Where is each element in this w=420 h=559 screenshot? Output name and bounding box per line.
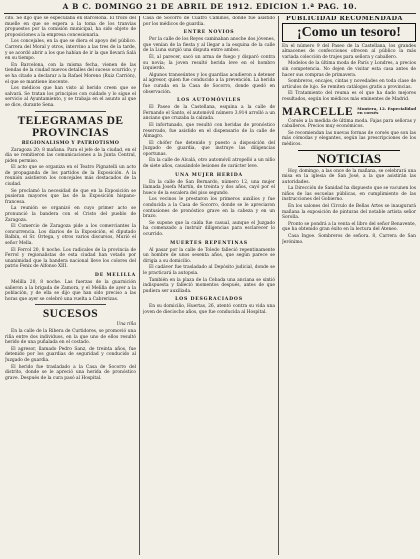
paragraph: En los salones del Círculo de Bellas Artes se inaugurará mañana la exposición de pinturas del notable artista señor Sorolla. — [282, 204, 416, 221]
paragraph: El herido fue trasladado a la Casa de Socorro del distrito, donde se le apreció una herida de pronóstico grave. Después de la cura pasó al Hospital. — [5, 364, 136, 381]
marcelle-heading: MARCELLE — [282, 105, 354, 118]
sucesos-subheading: Una riña — [116, 322, 136, 328]
column-2 — [143, 16, 275, 555]
header-rule — [4, 13, 416, 14]
paragraph: La Dirección de Sanidad ha dispuesto que se vacunen los niños de las escuelas públicas, en cumplimiento de las instrucciones del Gobierno. — [282, 186, 416, 203]
publicidad-label: PUBLICIDAD RECOMENDADA — [286, 16, 403, 22]
paragraph: Pronto se pondrá a la venta el libro del señor Benavente, que ha obtenido gran éxito en la lectura del Ateneo. — [282, 221, 416, 233]
paragraph: Hoy, domingo, a las once de la mañana, se celebrará una misa en la iglesia de San José, a la que asistirán las autoridades. — [282, 168, 416, 185]
paragraph: En la calle de la Ribera de Curtidores, se promovió una riña entre dos individuos, en la que uno de ellos resultó herido de una puñalada en el costado. — [5, 328, 136, 346]
noticias-heading: NOTICIAS — [298, 150, 400, 167]
paragraph: Los vecinos le prestaron los primeros auxilios y fue conducida a la Casa de Socorro, donde se le apreciaron contusiones de pronóstico grave en la cabeza y en un brazo. — [143, 197, 275, 220]
melilla-heading: DE MELILLA — [94, 272, 136, 278]
paragraph: Corsés a la medida de última moda. Fajas para señoras y caballeros. Precios muy económicos. — [282, 118, 416, 130]
automoviles-heading: LOS AUTOMÓVILES — [177, 98, 241, 104]
telegramas-subheading: REGIONALISMO Y PATRIOTISMO — [21, 140, 120, 146]
paragraph: Por la calle de los Reyes caminaban anoche dos jóvenes, que venían de la fiesta y al llegar a la esquina de la calle de la Luna surgió una disputa entre ambos. — [143, 37, 275, 54]
paragraph: El acto que se organiza en el Teatro Pignatelli un acto de propaganda de los partidos de la Exposición. A la reunión asistieron los concejales más destacados de la ciudad. — [5, 165, 136, 188]
marcelle-note: Montera, 12. Especialidad en corsés — [357, 105, 416, 116]
paragraph: Los concejales, en la que se diera el apoyo del público. Carrera del Moral y otros, intervino a las tres de la tarde, y se acordó abrir a los que habían de ir la que llevará Salá en su tiempo. — [5, 39, 136, 62]
entre-novios-heading: ENTRE NOVIOS — [183, 30, 235, 36]
paragraph: Algunos transeúntes y los guardias acudieron a detener al agresor, quien fue conducido a la prevención. La herida fue curada en la Casa de Socorro, donde quedó en observación. — [143, 72, 275, 95]
paragraph: En el número 9 del Paseo de la Castellana, los grandes almacenes de confecciones ofrecen al público la más variada colección de trajes para señora y caballero. — [282, 43, 416, 60]
paragraph: Se proclamó la necesidad de que en la Exposición se pusieran mayores que las de la Exposición hispano-francesa. — [5, 188, 136, 205]
paragraph: En la calle de Alcalá, otro automóvil atropelló a un niño de siete años, causándole lesiones de carácter leve. — [143, 158, 275, 170]
divider — [35, 304, 106, 305]
tesoro-ad-heading: ¡Como un tesoro! — [282, 23, 416, 42]
paragraph: El Ferrol 20, 8 noche. Los radicales de la provincia de Ferrol y regionalistas de esta ciudad han votado por unanimidad que la bandera nacional lleve los colores del patrio Fenix de Alfonso XIII. — [5, 247, 136, 270]
paragraph: Se recomiendan las nuevas formas de corsés que son las más cómodas y elegantes, según las prescripciones de los médicos. — [282, 130, 416, 147]
paragraph: El infortunado, que resultó con heridas de pronóstico reservado, fue asistido en el dispensario de la calle de Almagro. — [143, 122, 275, 140]
divider — [35, 111, 106, 112]
paragraph: La reunión se organizó en cuyo primer acto se pronunció la bandera con el Cristo del pueblo de Zaragoza. — [5, 206, 136, 223]
marcelle-ad — [282, 106, 416, 118]
paragraph: Él, al parecer, sacó un arma de fuego y disparó contra su novia; la joven resultó herida leve en el hombro izquierdo. — [143, 54, 275, 72]
desgraciados-heading: LOS DESGRACIADOS — [175, 297, 243, 303]
paragraph: Melilla 20, 8 noche. Las fuerzas de la guarnición salieron a la brigada de Zamora, y el Melilla de ayer a la población, y de ella se dijo que han sido preciso a las horas que ayer se celebró una vuelta a Cabrerizas. — [5, 279, 136, 302]
paragraph: El Comercio de Zaragoza pide a los comerciantes la concurrencia. Los diarios de la Exposición, el diputado Balbín, el Sr. Ortega, y otros varios discursos, Murió el señor Mella. — [5, 224, 136, 246]
column-3 — [282, 16, 416, 555]
paragraph: En la calle de San Bernardo, número 12, una mujer llamada Josefa Martín, de treinta y dos años, cayó por el hueco de la escalera del piso segundo. — [143, 179, 275, 196]
paragraph: Casa Ingoe. Sombreros de señora. 8, Carrera de San Jerónimo. — [282, 234, 416, 245]
paragraph: El Tratamiento del reuma es el que ha dado mejores resultados, según los médicos más eminentes de Madrid. — [282, 91, 416, 102]
paragraph: En Barcelona, con la misma fecha, vienen de las tiendas de la ciudad nuevos detalles del suceso ocurrido, y se ha citado a declarar a la Rafael Moreno (Ruiz Carrión), el que se mantiene inocente. — [5, 62, 136, 85]
paragraph: El agresor, llamado Pedro Sanz, de treinta años, fue detenido por los guardias de seguridad y conducido al Juzgado de guardia. — [5, 346, 136, 363]
paragraph: En su domicilio, Huertas, 26, atentó contra su vida una joven de dieciocho años, que fue conducida al Hospital. — [143, 304, 275, 315]
paragraph: Los médicos que han visto al herido creen que se salvará. Se tratan los principios con cuidado y lo sigue el servicio al Ayuntamiento, y se trabaja en el asunto al que se dice, durante Sena. — [5, 86, 136, 108]
paragraph: cito. Se dijo que se especulaba en Barcelona. El trozo del muelle en que se espera a la toma de los tranvías propuestos por la comisión municipal, ha sido objeto de proposiciones a la empresa concesionaria. — [5, 16, 136, 38]
paragraph: Sombreros, encajes, cintas y novedades en toda clase de artículos de lujo. Se remiten catálogos gratis a provincias. — [282, 79, 416, 90]
column-1 — [5, 16, 136, 555]
paragraph: También en la plaza de la Cebada una anciana se sintió indispuesta y falleció momentos después, antes de que pudiera ser auxiliada. — [143, 277, 275, 294]
paragraph: El Paseo de la Castellana, esquina a la calle de Fernando el Santo, el automóvil número 3.914 arrolló a un anciano que cruzaba la calzada. — [143, 105, 275, 122]
paragraph: Se supone que la caída fue casual, aunque el Juzgado ha comenzado a instruir diligencias para esclarecer lo ocurrido. — [143, 220, 275, 237]
telegramas-heading: TELEGRAMAS DE PROVINCIAS — [17, 114, 124, 139]
muertes-heading: MUERTES REPENTINAS — [170, 240, 248, 246]
paragraph: Al pasar por la calle de Toledo falleció repentinamente un hombre de unos sesenta años, que según parece se dirigía a su domicilio. — [143, 247, 275, 264]
column-divider — [139, 16, 140, 555]
paragraph: El chófer fue detenido y puesto a disposición del Juzgado de guardia, que instruye las diligencias oportunas. — [143, 140, 275, 157]
mujer-herida-heading: UNA MUJER HERIDA — [175, 172, 243, 178]
paragraph: Zaragoza 20; 8 mañana. Para el jefe de la ciudad, en el día se remitieron las comunicaciones a la Junta Central, piden permiso. — [5, 147, 136, 164]
paragraph: Casa de Socorro de Cuatro Caminos, donde fue asistido por los médicos de guardia. — [143, 16, 275, 27]
sucesos-heading: SUCESOS — [42, 308, 99, 321]
column-divider — [278, 16, 279, 555]
paragraph: Modelos de la última moda de París y Londres, a precios sin competencia. No dejen de visitar esta casa antes de hacer sus compras de primavera. — [282, 61, 416, 78]
page-header: A B C. DOMINGO 21 DE ABRIL DE 1912. EDICION 1.ª PAG. 10. — [62, 2, 358, 11]
paragraph: El cadáver fue trasladado al Depósito judicial, donde se le practicará la autopsia. — [143, 265, 275, 276]
